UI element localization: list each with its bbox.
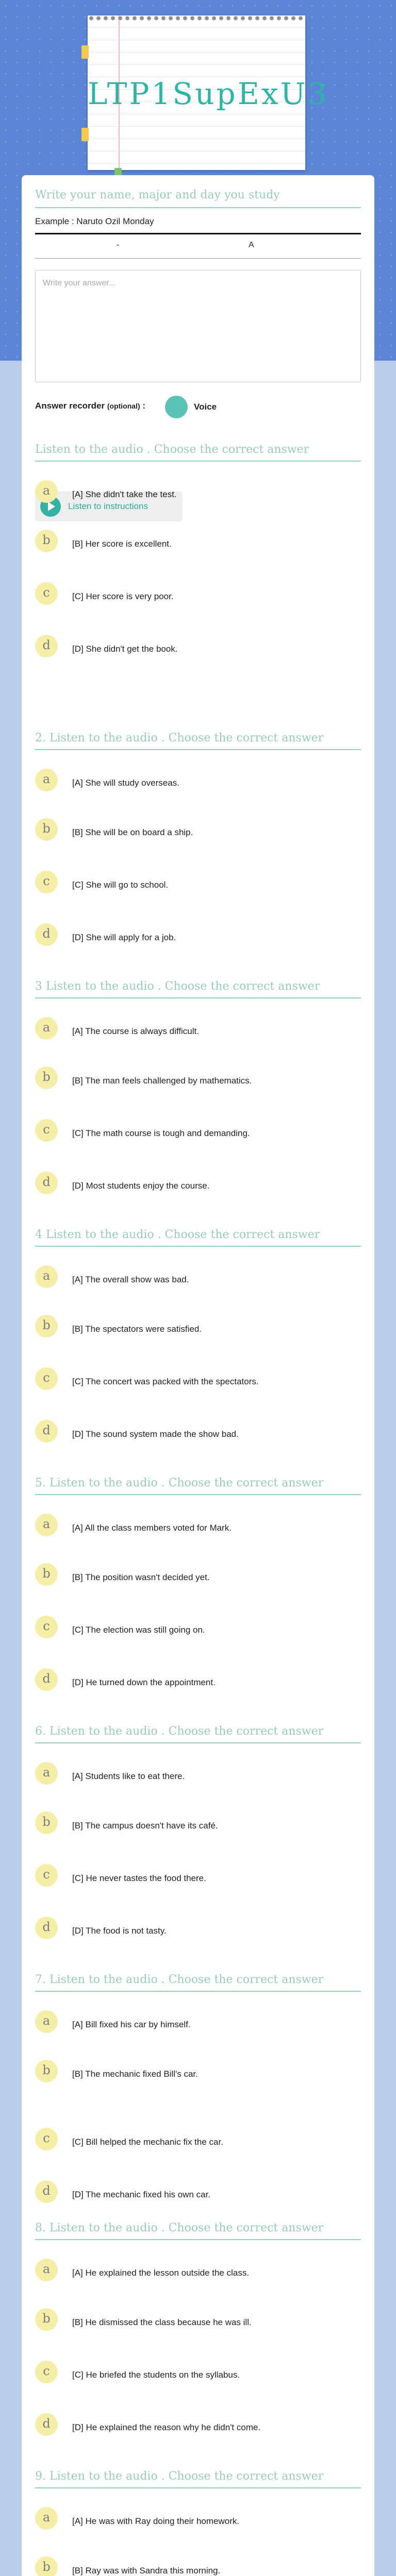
question-underline xyxy=(35,461,361,462)
answer-option[interactable] xyxy=(35,1420,361,1448)
option-letter-badge: d xyxy=(35,1917,58,1939)
question-title: 4 Listen to the audio . Choose the correct answer xyxy=(35,1228,320,1241)
answer-option[interactable] xyxy=(35,818,361,846)
recorder-colon: : xyxy=(140,401,146,411)
option-text: [B] The campus doesn't have its café. xyxy=(72,1821,218,1831)
option-text: [D] The food is not tasty. xyxy=(72,1926,167,1936)
option-text: [D] He turned down the appointment. xyxy=(72,1677,216,1687)
option-letter-badge: c xyxy=(35,1119,58,1142)
option-letter-badge: a xyxy=(35,1762,58,1785)
question-title: 8. Listen to the audio . Choose the correct answer xyxy=(35,2222,324,2234)
option-text: [A] She will study overseas. xyxy=(72,778,179,788)
option-letter-badge: c xyxy=(35,1864,58,1887)
title-underline xyxy=(35,207,361,208)
option-letter-badge: c xyxy=(35,871,58,893)
option-letter-badge: a xyxy=(35,1514,58,1536)
option-text: [A] All the class members voted for Mark. xyxy=(72,1523,232,1533)
option-letter-badge: b xyxy=(35,818,58,841)
option-text: [D] Most students enjoy the course. xyxy=(72,1181,210,1191)
option-text: [A] Bill fixed his car by himself. xyxy=(72,2020,191,2029)
question-title: 3 Listen to the audio . Choose the correct answer xyxy=(35,980,320,993)
answer-option[interactable] xyxy=(35,480,361,508)
answer-option[interactable] xyxy=(35,2413,361,2441)
answer-option[interactable] xyxy=(35,1762,361,1790)
listen-instructions-label: Listen to instructions xyxy=(68,501,148,511)
option-text: [B] She will be on board a ship. xyxy=(72,827,193,837)
option-text: [A] She didn't take the test. xyxy=(72,489,177,499)
option-text: [B] Her score is excellent. xyxy=(72,539,172,549)
option-text: [C] The concert was packed with the spectators. xyxy=(72,1377,259,1386)
answer-option[interactable] xyxy=(35,1367,361,1395)
option-letter-badge: a xyxy=(35,2507,58,2530)
answer-option[interactable] xyxy=(35,1315,361,1343)
option-text: [B] The man feels challenged by mathematics. xyxy=(72,1076,252,1086)
question-title: 6. Listen to the audio . Choose the correct answer xyxy=(35,1725,324,1738)
answer-table xyxy=(35,233,361,259)
answer-option[interactable] xyxy=(35,923,361,951)
sticky-tab xyxy=(81,128,89,141)
answer-option[interactable] xyxy=(35,1616,361,1643)
question-underline xyxy=(35,997,361,998)
answer-option[interactable] xyxy=(35,2259,361,2286)
option-letter-badge: d xyxy=(35,923,58,946)
option-letter-badge: a xyxy=(35,1017,58,1040)
option-text: [B] The position wasn't decided yet. xyxy=(72,1572,210,1582)
answer-option[interactable] xyxy=(35,2128,361,2156)
option-letter-badge: b xyxy=(35,1066,58,1089)
question-title: 9. Listen to the audio . Choose the correct answer xyxy=(35,2470,324,2483)
question-underline xyxy=(35,1991,361,1992)
option-text: [B] He dismissed the class because he was ill. xyxy=(72,2317,252,2327)
option-text: [A] He was with Ray doing their homework. xyxy=(72,2516,240,2526)
question-title: Listen to the audio . Choose the correct answer xyxy=(35,443,309,456)
option-text: [C] He briefed the students on the syllabus. xyxy=(72,2370,240,2380)
question-underline xyxy=(35,2239,361,2240)
answer-option[interactable] xyxy=(35,1017,361,1045)
option-letter-badge: b xyxy=(35,1811,58,1834)
option-letter-badge: d xyxy=(35,2180,58,2203)
answer-option[interactable] xyxy=(35,2060,361,2088)
option-letter-badge: a xyxy=(35,2259,58,2281)
option-letter-badge: d xyxy=(35,1172,58,1194)
option-letter-badge: d xyxy=(35,635,58,657)
option-text: [C] Bill helped the mechanic fix the car. xyxy=(72,2137,223,2147)
option-text: [A] The overall show was bad. xyxy=(72,1275,189,1284)
answer-option[interactable] xyxy=(35,1668,361,1696)
table-cell: - xyxy=(117,241,120,249)
question-underline xyxy=(35,2487,361,2488)
table-cell: A xyxy=(249,241,254,249)
answer-option[interactable] xyxy=(35,769,361,796)
option-letter-badge: d xyxy=(35,1420,58,1443)
question-title: 5. Listen to the audio . Choose the correct answer xyxy=(35,1477,324,1489)
worksheet-header xyxy=(88,15,329,170)
answer-textarea[interactable] xyxy=(35,270,361,382)
option-text: [C] She will go to school. xyxy=(72,880,169,890)
option-letter-badge: b xyxy=(35,1563,58,1586)
option-letter-badge: a xyxy=(35,769,58,791)
intro-title: Write your name, major and day you study xyxy=(35,189,280,201)
answer-option[interactable] xyxy=(35,1066,361,1094)
question-underline xyxy=(35,1494,361,1495)
option-letter-badge: b xyxy=(35,2308,58,2331)
option-text: [A] The course is always difficult. xyxy=(72,1026,199,1036)
answer-option[interactable] xyxy=(35,582,361,610)
answer-option[interactable] xyxy=(35,1563,361,1591)
option-text: [D] She didn't get the book. xyxy=(72,644,178,654)
option-letter-badge: c xyxy=(35,2361,58,2383)
option-letter-badge: c xyxy=(35,2128,58,2150)
recorder-label-text: Answer recorder xyxy=(35,401,105,411)
question-underline xyxy=(35,1246,361,1247)
option-letter-badge: b xyxy=(35,2060,58,2082)
option-text: [C] Her score is very poor. xyxy=(72,591,174,601)
answer-option[interactable] xyxy=(35,2556,361,2576)
option-letter-badge: c xyxy=(35,1367,58,1390)
answer-placeholder: Write your answer... xyxy=(43,279,116,287)
question-title: 7. Listen to the audio . Choose the correct answer xyxy=(35,1973,324,1986)
option-letter-badge: c xyxy=(35,582,58,605)
option-text: [B] Ray was with Sandra this morning. xyxy=(72,2566,221,2575)
voice-label: Voice xyxy=(194,402,217,412)
worksheet-card xyxy=(22,175,374,2576)
answer-option[interactable] xyxy=(35,530,361,557)
option-text: [D] He explained the reason why he didn't come. xyxy=(72,2422,261,2432)
answer-option[interactable] xyxy=(35,871,361,899)
option-letter-badge: a xyxy=(35,480,58,503)
answer-option[interactable] xyxy=(35,1172,361,1199)
recorder-label xyxy=(35,401,145,411)
option-letter-badge: a xyxy=(35,2010,58,2033)
question-underline xyxy=(35,749,361,750)
option-letter-badge: b xyxy=(35,2556,58,2576)
option-text: [C] He never tastes the food there. xyxy=(72,1873,206,1883)
answer-option[interactable] xyxy=(35,635,361,663)
answer-option[interactable] xyxy=(35,2180,361,2208)
option-letter-badge: b xyxy=(35,530,58,552)
option-text: [A] He explained the lesson outside the class. xyxy=(72,2268,250,2278)
option-text: [C] The math course is tough and demanding. xyxy=(72,1128,250,1138)
option-text: [A] Students like to eat there. xyxy=(72,1771,185,1781)
example-text: Example : Naruto Ozil Monday xyxy=(35,216,154,226)
answer-option[interactable] xyxy=(35,2308,361,2336)
option-text: [B] The spectators were satisfied. xyxy=(72,1324,202,1334)
spiral-binding xyxy=(88,10,305,22)
option-letter-badge: b xyxy=(35,1315,58,1337)
option-text: [D] She will apply for a job. xyxy=(72,933,176,942)
question-underline xyxy=(35,1742,361,1743)
answer-option[interactable] xyxy=(35,1265,361,1293)
option-text: [C] The election was still going on. xyxy=(72,1625,205,1635)
sticky-tab xyxy=(81,45,89,59)
option-text: [D] The sound system made the show bad. xyxy=(72,1429,239,1439)
worksheet-title: LTP1SupExU3 xyxy=(88,76,329,111)
record-button[interactable] xyxy=(165,396,188,418)
option-letter-badge: a xyxy=(35,1265,58,1288)
option-letter-badge: d xyxy=(35,2413,58,2436)
recorder-optional: (optional) xyxy=(107,402,140,410)
option-text: [D] The mechanic fixed his own car. xyxy=(72,2190,211,2199)
answer-option[interactable] xyxy=(35,1811,361,1839)
answer-option[interactable] xyxy=(35,2507,361,2535)
answer-option[interactable] xyxy=(35,1119,361,1147)
answer-option[interactable] xyxy=(35,2010,361,2038)
answer-option[interactable] xyxy=(35,1864,361,1892)
option-letter-badge: d xyxy=(35,1668,58,1691)
question-title: 2. Listen to the audio . Choose the correct answer xyxy=(35,732,324,744)
answer-option[interactable] xyxy=(35,1917,361,1944)
answer-option[interactable] xyxy=(35,2361,361,2388)
option-text: [B] The mechanic fixed Bill's car. xyxy=(72,2069,198,2079)
answer-option[interactable] xyxy=(35,1514,361,1541)
option-letter-badge: c xyxy=(35,1616,58,1638)
